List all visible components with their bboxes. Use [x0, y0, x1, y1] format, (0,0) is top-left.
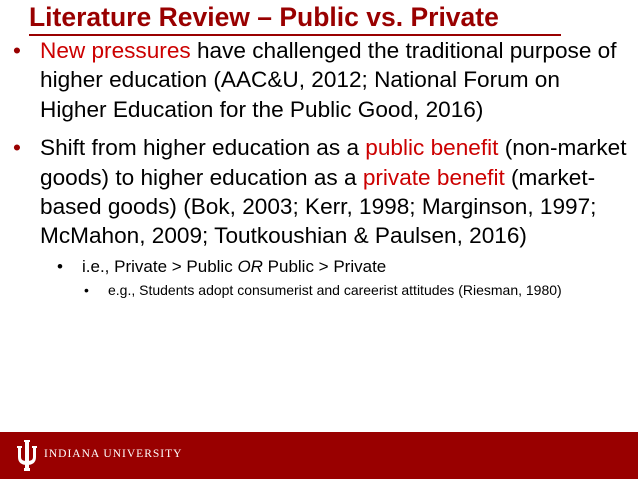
bullet-marker: •: [13, 135, 21, 161]
highlight-public-benefit: public benefit: [365, 135, 499, 161]
university-name: INDIANA UNIVERSITY: [44, 448, 183, 460]
sub-bullet-text-part-2: Public > Private: [262, 256, 387, 276]
bullet-marker: •: [13, 38, 21, 63]
bullet-list: [0, 36, 638, 300]
sub-sub-bullet-eg: [0, 281, 638, 300]
sub-sub-bullet-text: e.g., Students adopt consumerist and careerist attitudes (Riesman, 1980): [108, 281, 562, 298]
footer-bar: [0, 432, 638, 479]
sub-bullet-marker: •: [57, 256, 63, 276]
bullet-shift: [0, 133, 638, 251]
bullet-new-pressures: [0, 36, 638, 124]
slide-title: Literature Review – Public vs. Private: [29, 2, 561, 36]
bullet-text: have challenged the traditional purpose of higher education (AAC&U, 2012; National Forum on Higher Education for the Public Good, 2016): [40, 38, 617, 122]
bullet-text-part-2: (non-market goods) to higher education as a: [40, 135, 627, 190]
sub-sub-bullet-marker: •: [84, 281, 89, 298]
bullet-text-part-3: (market-based goods) (Bok, 2003; Kerr, 1998; Marginson, 1997; McMahon, 2009; Toutkoushian & Paulsen, 2016): [40, 164, 597, 249]
sub-bullet-emphasis: OR: [237, 256, 263, 276]
sub-bullet-text-part-1: i.e., Private > Public: [82, 256, 238, 276]
iu-trident-icon: [13, 440, 41, 471]
bullet-text-part-1: Shift from higher education as a: [40, 135, 366, 161]
sub-bullet-ie: [0, 256, 638, 278]
highlight-new-pressures: New pressures: [40, 38, 191, 63]
highlight-private-benefit: private benefit: [362, 164, 505, 190]
